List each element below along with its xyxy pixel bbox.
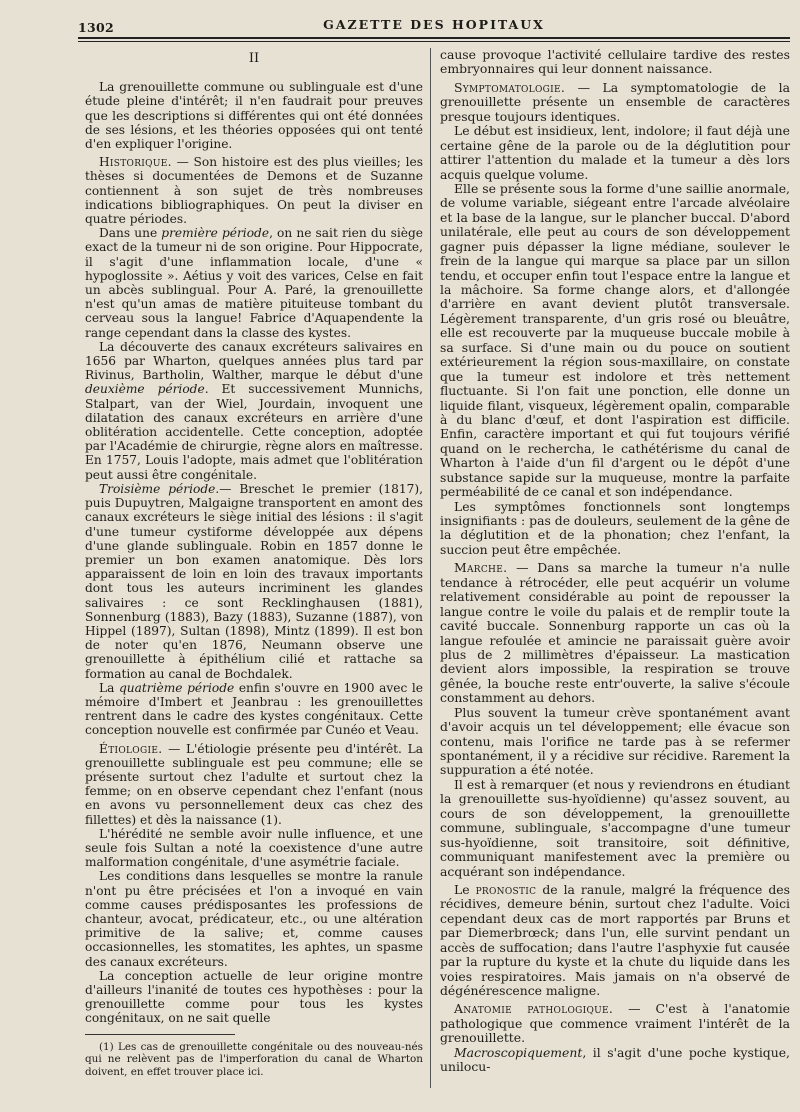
- text-historique: — Son histoire est des plus vieilles; les thèses si documentées de Demons et de Suzanne contiennent à son sujet de très nombreuses indications bibliographiques. On peut la diviser en quatre périodes.: [85, 155, 423, 227]
- paragraph-historique: [85, 155, 423, 226]
- paragraph-debut: Le début est insidieux, lent, indolore; il faut déjà une certaine gêne de la parole ou de la déglutition pour attirer l'attention du malade et la tumeur a dès lors acquis quelque volume.: [440, 123, 790, 182]
- text-anatomie: — C'est à l'anatomie pathologique que commence vraiment l'intérêt de la grenouillette.: [440, 1001, 790, 1046]
- italic-troisieme-periode: Troisième période: [99, 481, 216, 496]
- text-span: , il s'agit d'une poche kystique, unilocu-: [440, 1044, 790, 1075]
- header-rule-thick: [78, 37, 790, 39]
- heading-marche: Marche.: [454, 560, 508, 576]
- journal-title: GAZETTE DES HOPITAUX: [323, 17, 545, 32]
- heading-historique: Historique.: [99, 155, 172, 170]
- paragraph-quatrieme-periode: [85, 681, 423, 738]
- section-number: II: [248, 51, 260, 66]
- paragraph-crevaison: Plus souvent la tumeur crève spontanément avant d'avoir acquis un tel développement; elle évacue son contenu, mais l'orifice ne tarde pas à se refermer spontanément, il y a récidive sur récidive. Rarement la suppuration a été notée.: [440, 704, 790, 778]
- heading-etiologie: Étiologie.: [99, 741, 163, 756]
- column-divider: [430, 48, 431, 1088]
- paragraph-symptomes-fonctionnels: Les symptômes fonctionnels sont longtemps insignifiants : pas de douleurs, seulement de la gêne de la déglutition et de la phonation; chez l'enfant, la succion peut être empêchée.: [440, 498, 791, 557]
- text-span: Dans une: [99, 226, 162, 241]
- heading-anatomie: Anatomie pathologique.: [454, 1001, 614, 1017]
- header-rule-thin: [78, 41, 790, 42]
- footnote: (1) Les cas de grenouillette congénitale ou des nouveau-nés qui ne relèvent pas de l'imperforation du canal de Wharton doivent, en effet trouver place ici.: [85, 1040, 423, 1078]
- paragraph-heredite: L'hérédité ne semble avoir nulle influence, et une seule fois Sultan a noté la coexistence d'une autre malformation congénitale, d'une asymétrie faciale.: [85, 826, 423, 870]
- text-span: .— Breschet le premier (1817), puis Dupuytren, Malgaigne transportent en amont des canaux excréteurs le siège initial des lésions : il s'agit d'une tumeur cystiforme développée aux dépens d'une glande sublinguale. Robin en 1857 donne le premier un bon examen anatomique. Dès lors apparaissent de loin en loin des travaux importants dont tous les auteurs incriminent les glandes salivaires : ce sont Recklinghausen (1881), Sonnenburg (1883), Bazy (1883), Suzanne (1887), von Hippel (1897), Sultan (1898), Mintz (1899). Il est bon de noter qu'en 1876, Neumann observe une grenouillette à épithélium cilié et rattache sa formation au canal de Bochdalek.: [85, 481, 423, 681]
- text-etiologie: — L'étiologie présente peu d'intérêt. La grenouillette sublinguale est peu commune; elle se présente surtout chez l'adulte et surtout chez la femme; on en observe cependant chez l'enfant (nous en avons vu personnellement deux cas chez des fillettes) et dès la naissance (1).: [85, 741, 423, 827]
- text-span: . Et successivement Munnichs, Stalpart, van der Wiel, Jourdain, invoquent une dilatation des canaux excréteurs en arrière d'une oblitération accidentelle. Cette conception, adoptée par l'Académie de chirurgie, règne alors en maîtresse. En 1757, Louis l'adopte, mais admet que l'oblitération peut aussi être congénitale.: [85, 382, 423, 482]
- paragraph-conditions: Les conditions dans lesquelles se montre la ranule n'ont pu être précisées et l'on a invoqué en vain comme causes prédisposantes les professions de chanteur, avocat, prédicateur, etc., ou une altération primitive de la salive; et, comme causes occasionnelles, les stomatites, les aphtes, un spasme des canaux excréteurs.: [85, 869, 423, 969]
- paragraph-premiere-periode: [85, 226, 423, 340]
- page-number: 1302: [78, 20, 114, 35]
- paragraph-marche: [440, 561, 790, 705]
- right-column: [440, 48, 790, 1075]
- text-span: enfin s'ouvre en 1900 avec le mémoire d'Imbert et Jeanbrau : les grenouillettes rentrent dans le cadre des kystes congénitaux. Cette conception nouvelle est confirmée par Cunéo et Veau.: [85, 680, 424, 738]
- text-marche: — Dans sa marche la tumeur n'a nulle tendance à rétrocéder, elle peut acquérir un volume relativement considérable au point de repousser la langue contre le voile du palais et de remplir toute la cavité buccale. Sonnenburg rapporte un cas où la langue refoulée et amincie ne paraissait guère avoir plus de 2 millimètres d'épaisseur. La mastication devient alors impossible, la respiration se trouve gênée, la bouche reste entr'ouverte, la salive s'écoule constamment au dehors.: [440, 560, 790, 706]
- paragraph-remarque: Il est à remarquer (et nous y reviendrons en étudiant la grenouillette sus-hyoïdienne) qu'assez souvent, au cours de son développement, la grenouillette commune, sublinguale, s'accompagne d'une tumeur sus-hyoïdienne, soit transitoire, soit définitive, communiquant manifestement avec la première ou acquérant son indépendance.: [440, 776, 790, 879]
- heading-symptomatologie: Symptomatologie.: [454, 79, 566, 95]
- paragraph-symptomatologie: [440, 81, 790, 124]
- paragraph-conception: La conception actuelle de leur origine montre d'ailleurs l'inanité de toutes ces hypothèses : pour la grenouillette comme pour tous les kystes congénitaux, on ne sait quelle: [85, 968, 423, 1026]
- text-span: , on ne sait rien du siège exact de la tumeur ni de son origine. Pour Hippocrate, il s'agit d'une inflammation locale, d'une « hypoglossite ». Aétius y voit des varices, Celse en fait un abcès sublingual. Pour A. Paré, la grenouillette n'est qu'un amas de matière pituiteuse tombant du cerveau sous la langue! Fabrice d'Aquapendente la range cependant dans la classe des kystes.: [85, 226, 424, 340]
- paragraph-macroscopie: [440, 1046, 790, 1075]
- italic-premiere-periode: première période: [161, 226, 270, 241]
- footnote-rule: [85, 1034, 235, 1035]
- paragraph-continued: cause provoque l'activité cellulaire tardive des restes embryonnaires qui leur donnent naissance.: [440, 47, 790, 77]
- paragraph-forme: Elle se présente sous la forme d'une saillie anormale, de volume variable, siégeant entre l'arcade alvéolaire et la base de la langue, sur le plancher buccal. D'abord unilatérale, elle peut au cours de son développement gagner puis dépasser la ligne médiane, soulever le frein de la langue qui marque sa place par un sillon tendu, et occuper enfin tout l'espace entre la langue et la mâchoire. Sa forme change alors, et d'allongée d'arrière en avant devient plutôt transversale. Légèrement transparente, d'un gris rosé ou bleuâtre, elle est recouverte par la muqueuse buccale mobile à sa surface. Si d'une main ou du pouce on soutient extérieurement la région sous-maxillaire, on constate que la tumeur est indolore et très nettement fluctuante. Si l'on fait une ponction, elle donne un liquide filant, visqueux, légèrement opalin, comparable à du blanc d'œuf, et dont l'aspiration est difficile. Enfin, caractère important et qui fut toujours vérifié quand on le rechercha, le cathétérisme du canal de Wharton à l'aide d'un fil d'argent ou le dépôt d'une substance sapide sur la muqueuse, montre la parfaite perméabilité de ce canal et son indépendance.: [440, 180, 790, 500]
- paragraph-deuxieme-periode: [85, 340, 423, 482]
- italic-quatrieme-periode: quatrième période: [118, 680, 235, 695]
- italic-deuxieme-periode: deuxième période: [85, 382, 205, 397]
- paragraph-pronostic: [440, 883, 790, 999]
- paragraph-troisieme-periode: [85, 482, 423, 681]
- text-symptomatologie: — La symptomatologie de la grenouillette présente un ensemble de caractères presque toujours identiques.: [440, 79, 790, 124]
- paragraph-intro: La grenouillette commune ou sublinguale est d'une étude pleine d'intérêt; il n'en faudrait pour preuves que les descriptions si différentes qui ont été données de ses lésions, et les théories opposées qui ont tenté d'en expliquer l'origine.: [85, 80, 423, 152]
- left-column: [85, 48, 423, 1078]
- paragraph-etiologie: [85, 742, 423, 827]
- running-header: [78, 14, 790, 36]
- heading-pronostic: pronostic: [475, 881, 537, 897]
- italic-macroscopiquement: Macroscopiquement: [454, 1044, 583, 1060]
- text-span: La: [99, 680, 119, 695]
- text-span: La découverte des canaux excréteurs salivaires en 1656 par Wharton, quelques années plus tard par Rivinus, Bartholin, Walther, marque le début d'une: [85, 339, 423, 383]
- paragraph-anatomie: [440, 1002, 790, 1045]
- text-span: Le: [454, 881, 476, 897]
- text-pronostic: de la ranule, malgré la fréquence des récidives, demeure bénin, surtout chez l'adulte. Voici cependant deux cas de mort rapportés par Bruns et par Diemerbrœck; dans l'un, elle survint pendant un accès de suffocation; dans l'autre l'asphyxie fut causée par la rupture du kyste et la chute du liquide dans les voies respiratoires. Mais jamais on n'a observé de dégénérescence maligne.: [440, 881, 791, 998]
